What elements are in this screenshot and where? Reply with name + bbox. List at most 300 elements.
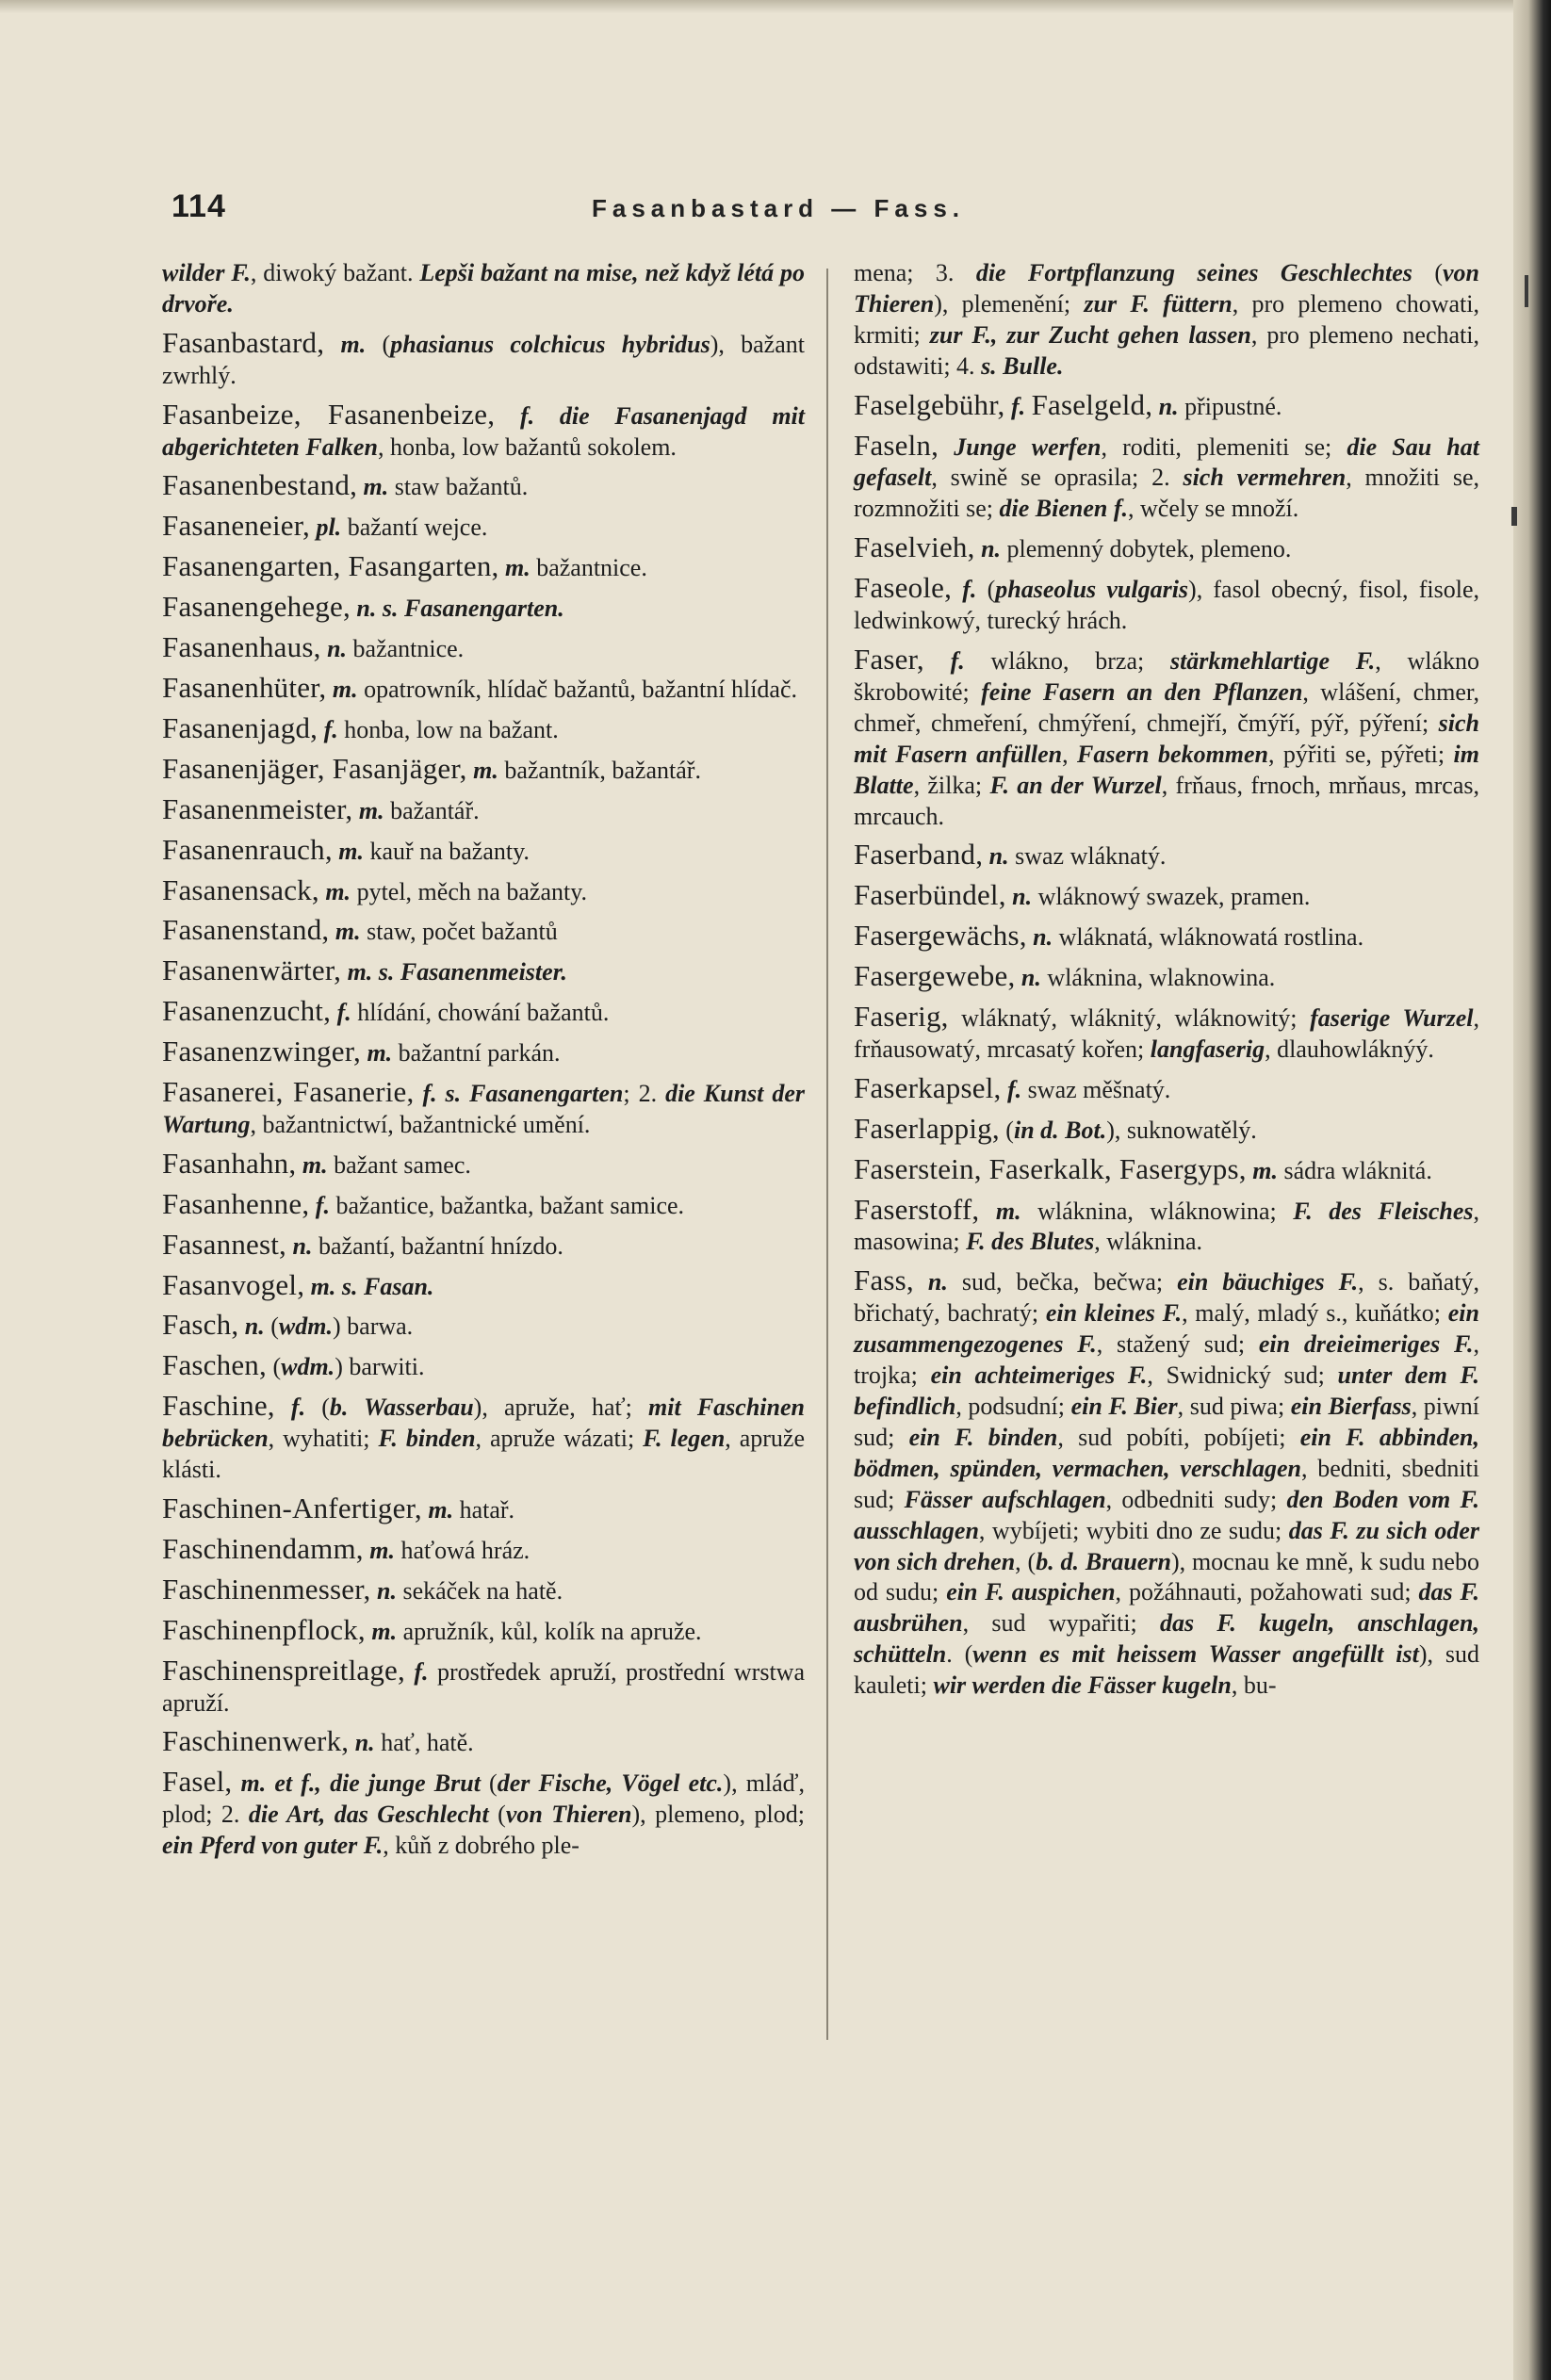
definition-text: , masowina; — [854, 1197, 1480, 1256]
definition-text: hlídání, chowání bažantů. — [351, 999, 610, 1027]
headword: Fasanengehege, — [162, 590, 351, 624]
german-phrase: zur F., zur Zucht gehen lassen — [929, 320, 1251, 349]
definition-text: , žilka; — [913, 771, 990, 799]
entry-continuation — [854, 258, 1479, 383]
dictionary-entry — [854, 532, 1479, 565]
dictionary-entry — [162, 551, 805, 584]
headword: Faschinen-Anfertiger, — [162, 1492, 422, 1524]
german-phrase: m. — [335, 918, 361, 946]
headword: Faserstein, Faserkalk, Fasergyps, — [854, 1151, 1247, 1185]
dictionary-entry — [162, 1227, 805, 1263]
german-phrase: b. Wasserbau — [329, 1394, 474, 1422]
definition-text: , stažený sud; — [1096, 1330, 1259, 1359]
german-phrase: die Fortpflanzung seines Geschlechtes — [975, 259, 1412, 286]
german-phrase: ein F. abbinden, bödmen, spünden, vermachen, verschlagen — [854, 1423, 1480, 1482]
german-phrase: langfaserig — [1150, 1035, 1265, 1063]
definition-text — [939, 433, 954, 461]
dictionary-entry — [854, 573, 1479, 637]
definition-text: , wyhatiti; — [268, 1425, 379, 1453]
german-phrase: phasianus colchicus hybridus — [390, 330, 710, 358]
german-phrase: ein dreieimeriges F. — [1258, 1330, 1474, 1359]
dictionary-entry — [854, 880, 1479, 913]
definition-text: wláknatá, wláknowatá rostlina. — [1053, 923, 1364, 952]
german-phrase: s. Bulle. — [981, 351, 1064, 380]
page-number: 114 — [171, 188, 226, 224]
german-phrase: m. s. Fasanenmeister. — [347, 958, 567, 986]
german-phrase: F. legen — [643, 1425, 726, 1453]
definition-text: , množiti se, rozmnožiti se; — [854, 464, 1480, 523]
german-phrase: f. — [950, 646, 965, 675]
headword: Faserig, — [854, 1000, 949, 1034]
headword: Faschen, — [162, 1348, 267, 1382]
german-phrase: n. — [988, 842, 1009, 871]
definition-text — [324, 331, 340, 358]
right-column — [854, 258, 1479, 1709]
headword: Fasanengarten, Fasangarten, — [162, 549, 499, 583]
definition-text — [924, 647, 951, 675]
german-phrase: wenn es mit heissem Wasser angefüllt ist — [972, 1640, 1419, 1669]
definition-text: , piwní sud; — [854, 1393, 1479, 1451]
dictionary-entry — [162, 1310, 805, 1343]
book-gutter-shadow — [1513, 0, 1551, 2380]
dictionary-entry — [162, 915, 805, 948]
headword: Faselgeld, — [1031, 387, 1153, 421]
german-phrase: m. — [358, 796, 384, 824]
definition-text: apružník, kůl, kolík na apruže. — [397, 1617, 702, 1645]
definition-text: ( — [264, 1312, 279, 1341]
definition-text: honba, low na bažant. — [337, 715, 559, 743]
definition-text: ) barwiti. — [335, 1353, 425, 1381]
margin-speck — [1511, 507, 1517, 526]
dictionary-entry — [854, 1265, 1479, 1702]
definition-text: , wčely se množí. — [1128, 495, 1299, 523]
german-phrase: m. — [338, 837, 365, 865]
definition-text: , malý, mladý s., kuňátko; — [1182, 1299, 1448, 1328]
headword: Faser, — [854, 642, 924, 676]
dictionary-entry — [162, 1077, 805, 1141]
dictionary-entry — [162, 710, 805, 746]
definition-text: bažantnice. — [347, 635, 465, 663]
definition-text: , bu- — [1231, 1671, 1277, 1700]
german-phrase: die Art, das Geschlecht — [248, 1801, 489, 1829]
german-phrase: ein kleines F. — [1045, 1299, 1183, 1328]
german-phrase: m. s. Fasan. — [310, 1272, 434, 1300]
definition-text: bažantář. — [384, 796, 480, 824]
definition-text: , wybíjeti; wybiti dno ze sudu; — [978, 1516, 1289, 1544]
headword: Fasergewebe, — [854, 959, 1016, 993]
headword: Fasergewächs, — [854, 919, 1027, 953]
headword: Fasanenhaus, — [162, 630, 321, 664]
definition-text: prostředek apruží, prostřední wrstwa apruží. — [162, 1657, 806, 1717]
definition-text — [275, 1394, 291, 1421]
headword: Faschinendamm, — [162, 1531, 364, 1565]
dictionary-entry — [854, 1151, 1479, 1187]
headword: Faserbündel, — [854, 878, 1006, 912]
dictionary-entry — [854, 961, 1479, 994]
definition-text: swaz wláknatý. — [1008, 842, 1167, 871]
headword: Fasanenzwinger, — [162, 1035, 361, 1068]
german-phrase: wdm. — [278, 1312, 333, 1341]
german-phrase: in d. Bot. — [1013, 1116, 1107, 1144]
dictionary-entry — [162, 1186, 805, 1222]
definition-text: ( — [976, 576, 996, 604]
german-phrase: m. — [369, 1536, 395, 1564]
definition-text: ( — [999, 1116, 1014, 1144]
definition-text: ), plemeno, plod; — [631, 1801, 805, 1829]
german-phrase: F. an der Wurzel — [989, 771, 1162, 799]
german-phrase: pl. — [316, 513, 342, 542]
definition-text: sádra wláknitá. — [1277, 1156, 1432, 1184]
dictionary-entry — [162, 1655, 805, 1720]
definition-text: opatrowník, hlídač bažantů, bažantní hlídač. — [357, 675, 798, 703]
definition-text: , s. baňatý, břichatý, bachratý; — [854, 1268, 1480, 1328]
dictionary-entry — [162, 511, 805, 544]
dictionary-entry — [162, 258, 805, 320]
german-phrase: die Sau hat gefaselt — [854, 432, 1479, 492]
definition-text: , odbedniti sudy; — [1105, 1485, 1287, 1513]
german-phrase: m. — [340, 330, 367, 358]
german-phrase: den Boden vom F. ausschlagen — [854, 1485, 1479, 1544]
german-phrase: ein F. auspichen — [946, 1578, 1116, 1606]
german-phrase: f. — [290, 1394, 306, 1422]
definition-text: haťowá hráz. — [394, 1536, 531, 1564]
german-phrase: phaseolus vulgaris — [995, 576, 1189, 604]
headword: Faselvieh, — [854, 530, 975, 564]
page-top-edge — [0, 0, 1551, 13]
definition-text: pytel, měch na bažanty. — [351, 877, 588, 905]
definition-text: bažantí wejce. — [341, 513, 488, 542]
definition-text: ; 2. — [623, 1080, 666, 1108]
definition-text: . ( — [946, 1640, 973, 1669]
headword: Faseole, — [854, 571, 953, 605]
definition-text: ), mláď, plod; 2. — [162, 1769, 805, 1829]
headword: Faschine, — [162, 1389, 275, 1423]
definition-text: , apruže klásti. — [162, 1425, 805, 1484]
definition-text: ), plemenění; — [934, 289, 1085, 318]
definition-text: wláknatý, wláknitý, wláknowitý; — [948, 1004, 1311, 1033]
definition-text: sud, bečka, bečwa; — [947, 1268, 1178, 1296]
headword: Fasanenstand, — [162, 913, 330, 947]
german-phrase: m. — [363, 473, 389, 501]
headword: Fasanenjäger, Fasanjäger, — [162, 751, 467, 785]
german-phrase: sich vermehren — [1183, 464, 1347, 492]
headword: Fasanenhüter, — [162, 670, 327, 704]
definition-text: , wláknina. — [1094, 1228, 1203, 1256]
dictionary-entry — [162, 1767, 805, 1862]
german-phrase: m. — [371, 1617, 398, 1645]
german-phrase: ein zusammengezogenes F. — [854, 1299, 1479, 1359]
dictionary-entry — [162, 955, 805, 988]
definition-text: ( — [305, 1394, 330, 1422]
definition-text: bažantní parkán. — [392, 1039, 561, 1068]
german-phrase: zur F. füttern — [1084, 289, 1233, 318]
german-phrase: ein F. Bier — [1070, 1393, 1178, 1420]
german-phrase: n. — [927, 1268, 948, 1296]
dictionary-entry — [854, 1111, 1479, 1147]
headword: Fasanenwärter, — [162, 954, 342, 987]
definition-text: , sud wypařiti; — [962, 1609, 1161, 1638]
definition-text: swaz měšnatý. — [1021, 1075, 1171, 1103]
definition-text: , podsudní; — [955, 1393, 1071, 1420]
headword: Fasanhahn, — [162, 1146, 297, 1180]
definition-text: ), fasol obecný, fisol, fisole, ledwinkowý, turecký hrách. — [854, 576, 1480, 635]
german-phrase: von Thieren — [854, 259, 1479, 318]
german-phrase: die Kunst der Wartung — [162, 1080, 806, 1138]
definition-text: hatař. — [453, 1496, 515, 1524]
dictionary-entry — [162, 1036, 805, 1069]
german-phrase: m. — [332, 675, 358, 703]
german-phrase: m. — [1252, 1156, 1278, 1184]
definition-text: ), apruže, hať; — [473, 1394, 648, 1422]
definition-text: , bažantnictwí, bažantnické umění. — [250, 1110, 591, 1138]
german-phrase: stärkmehlartige F. — [1169, 646, 1376, 675]
german-phrase: von Thieren — [505, 1801, 632, 1829]
definition-text: plemenný dobytek, plemeno. — [1001, 535, 1292, 563]
definition-text: , trojka; — [854, 1330, 1479, 1390]
dictionary-entry — [162, 1531, 805, 1567]
definition-text: , frňausowatý, mrcasatý kořen; — [854, 1004, 1479, 1063]
headword: Fasch, — [162, 1308, 239, 1342]
german-phrase: m. — [302, 1150, 328, 1179]
definition-text: wláknowý swazek, pramen. — [1032, 883, 1311, 911]
definition-text: ), suknowatělý. — [1106, 1116, 1257, 1144]
german-phrase: f. — [1007, 1075, 1022, 1103]
german-phrase: m. — [428, 1496, 454, 1524]
dictionary-entry — [854, 644, 1479, 832]
german-phrase: f. — [962, 576, 977, 604]
german-phrase: ein achteimeriges F. — [930, 1361, 1148, 1390]
definition-text: sekáček na hatě. — [396, 1576, 563, 1605]
dictionary-entry — [854, 840, 1479, 872]
dictionary-entry — [162, 751, 805, 787]
dictionary-entry — [162, 1493, 805, 1526]
dictionary-entry — [854, 921, 1479, 954]
definition-text: hať, hatě. — [374, 1729, 474, 1757]
german-phrase: F. binden — [378, 1425, 476, 1453]
german-phrase: F. des Fleisches — [1293, 1197, 1474, 1225]
headword: Fasanenrauch, — [162, 832, 333, 866]
definition-text — [405, 1658, 414, 1686]
running-head — [171, 188, 1385, 230]
definition-text: wláknina, wláknowina; — [1020, 1197, 1294, 1225]
headword: Fasanbastard, — [162, 325, 325, 359]
definition-text: , dlauhowláknýý. — [1265, 1035, 1434, 1063]
german-phrase: m. — [504, 554, 531, 582]
headword: Fasanenzucht, — [162, 994, 332, 1028]
definition-text: , diwoký bažant. — [250, 259, 420, 286]
german-phrase: f. — [323, 715, 338, 743]
german-phrase: b. d. Brauern — [1036, 1547, 1171, 1575]
german-phrase: n. — [354, 1729, 375, 1757]
definition-text: , bedniti, sbedniti sud; — [854, 1454, 1479, 1513]
headword: Fasanhenne, — [162, 1186, 310, 1220]
definition-text: , apruže wázati; — [475, 1425, 644, 1453]
german-phrase: m. — [995, 1197, 1021, 1225]
german-phrase: ein Pferd von guter F. — [162, 1832, 384, 1860]
headword: Fasannest, — [162, 1227, 287, 1261]
headword: Faschinenwerk, — [162, 1724, 350, 1758]
german-phrase: ein F. binden — [908, 1423, 1058, 1451]
headword: Faselgebühr, — [854, 387, 1005, 421]
definition-text: mena; 3. — [854, 259, 976, 286]
definition-text: , frňaus, frnoch, mrňaus, mrcas, mrcauch. — [854, 771, 1479, 830]
dictionary-entry — [162, 1574, 805, 1607]
german-phrase: n. — [1033, 923, 1053, 952]
definition-text — [979, 1198, 996, 1225]
dictionary-entry — [854, 1070, 1479, 1106]
german-phrase: ein bäuchiges F. — [1177, 1268, 1359, 1296]
german-phrase: sich mit Fasern anfüllen — [854, 709, 1479, 768]
running-head-title: Fasanbastard — Fass. — [592, 194, 965, 222]
german-phrase: wir werden die Fässer kugeln — [933, 1671, 1232, 1700]
headword: Faserstoff, — [854, 1192, 980, 1226]
dictionary-entry — [162, 1350, 805, 1383]
dictionary-entry — [162, 592, 805, 625]
dictionary-entry — [162, 832, 805, 868]
german-phrase: mit Faschinen bebrücken — [162, 1394, 805, 1453]
definition-text: bažantnice. — [530, 554, 647, 582]
dictionary-entry — [162, 996, 805, 1029]
german-phrase: f. — [315, 1191, 330, 1219]
german-phrase: die Bienen f. — [999, 495, 1129, 523]
definition-text: , ( — [1015, 1547, 1037, 1575]
german-phrase: m. — [473, 756, 498, 784]
dictionary-entry — [854, 1192, 1480, 1259]
definition-text: staw, počet bažantů — [360, 918, 558, 946]
definition-text: ( — [1412, 259, 1443, 286]
dictionary-entry — [162, 325, 805, 392]
german-phrase: f. s. Fasanengarten — [422, 1080, 624, 1108]
definition-text: bažantí, bažantní hnízdo. — [312, 1231, 563, 1260]
definition-text: , Swidnický sud; — [1147, 1361, 1338, 1390]
definition-text: staw bažantů. — [388, 473, 529, 501]
dictionary-entry — [854, 387, 1479, 423]
definition-text — [495, 402, 520, 430]
headword: Fasanenmeister, — [162, 791, 353, 825]
definition-text: , — [1062, 740, 1078, 768]
headword: Faserlappig, — [854, 1111, 1000, 1145]
headword: Fasaneneier, — [162, 509, 310, 543]
definition-text: bažant samec. — [327, 1150, 471, 1179]
definition-text: bažantník, bažantář. — [498, 756, 701, 784]
german-phrase: f. — [414, 1657, 429, 1686]
definition-text: wláknina, wlaknowina. — [1040, 964, 1276, 992]
headword: Fasanensack, — [162, 872, 319, 906]
headword: Fasanvogel, — [162, 1267, 305, 1301]
dictionary-entry — [162, 1267, 805, 1303]
german-phrase: n. — [1012, 883, 1033, 911]
definition-text: wlákno, brza; — [964, 646, 1170, 675]
definition-text: ( — [480, 1769, 498, 1798]
margin-speck — [1525, 275, 1528, 307]
headword: Faschinenspreitlage, — [162, 1653, 405, 1687]
definition-text: , wlákno škrobowité; — [854, 646, 1479, 706]
dictionary-entry — [162, 1726, 805, 1759]
definition-text: , pro plemeno chowati, krmiti; — [854, 289, 1479, 349]
dictionary-entry — [854, 1002, 1479, 1066]
german-phrase: n. s. Fasanengarten. — [356, 595, 564, 623]
headword: Fasanenjagd, — [162, 710, 318, 744]
definition-text: ) barwa. — [333, 1312, 414, 1341]
german-phrase: Junge werfen — [954, 432, 1102, 461]
definition-text: , sud piwa; — [1177, 1393, 1291, 1420]
german-phrase: im Blatte — [854, 740, 1479, 799]
dictionary-entry — [162, 1391, 805, 1486]
definition-text: kauř na bažanty. — [364, 837, 530, 865]
german-phrase: das F. zu sich oder von sich drehen — [854, 1516, 1479, 1575]
headword: Fasel, — [162, 1765, 233, 1799]
german-phrase: ein Bierfass — [1290, 1393, 1412, 1420]
headword: Faserkapsel, — [854, 1070, 1002, 1104]
german-phrase: f. — [1010, 392, 1026, 420]
german-phrase: wilder F. — [162, 259, 251, 286]
german-phrase: n. — [377, 1576, 397, 1605]
dictionary-entry — [162, 1146, 805, 1182]
headword: Faseln, — [854, 428, 939, 462]
definition-text: , roditi, plemeniti se; — [1101, 432, 1347, 461]
definition-text — [232, 1769, 240, 1797]
german-phrase: der Fische, Vögel etc. — [497, 1769, 724, 1798]
headword: Faserband, — [854, 838, 984, 872]
headword: Fasanerei, Fasanerie, — [162, 1075, 415, 1109]
definition-text: , sud pobíti, pobíjeti; — [1057, 1423, 1300, 1451]
headword: Faschinenpflock, — [162, 1612, 366, 1646]
german-phrase: n. — [981, 535, 1002, 563]
definition-text: , požáhnauti, požahowati sud; — [1115, 1578, 1419, 1606]
dictionary-entry — [162, 1612, 805, 1648]
dictionary-entry — [162, 872, 805, 908]
german-phrase: das F. ausbrühen — [854, 1578, 1480, 1638]
german-phrase: wdm. — [281, 1353, 335, 1381]
definition-text: ), mocnau ke mně, k sudu nebo od sudu; — [854, 1547, 1479, 1606]
german-phrase: feine Fasern an den Pflanzen — [981, 677, 1303, 706]
dictionary-entry — [162, 399, 805, 464]
german-phrase: f. — [336, 999, 351, 1027]
definition-text: bažantice, bažantka, bažant samice. — [329, 1191, 685, 1219]
definition-text: , wlášení, chmer, chmeř, chmeření, chmýření, chmejří, čmýří, pýř, pýření; — [854, 677, 1480, 737]
headword: Fass, — [854, 1263, 914, 1297]
german-phrase: m. et f., die junge Brut — [240, 1769, 481, 1798]
german-phrase: n. — [292, 1231, 313, 1260]
definition-text: připustné. — [1178, 392, 1282, 420]
definition-text: ( — [488, 1801, 506, 1829]
definition-text: ), sud kauleti; — [854, 1640, 1479, 1700]
german-phrase: f. die Fasanenjagd mit abgerichteten Falken — [162, 401, 805, 461]
headword: Fasanbeize, Fasanenbeize, — [162, 397, 496, 431]
definition-text: ( — [366, 330, 391, 358]
definition-text: , swině se oprasila; 2. — [931, 464, 1184, 492]
definition-text: ( — [266, 1353, 282, 1381]
german-phrase: Lepši bažant na mise, než když létá po drvoře. — [162, 259, 806, 318]
definition-text: , pro plemeno nechati, odstawiti; 4. — [854, 320, 1479, 380]
german-phrase: n. — [1020, 964, 1041, 992]
german-phrase: faserige Wurzel — [1310, 1004, 1474, 1033]
german-phrase: das F. kugeln, anschlagen, schütteln — [854, 1609, 1479, 1669]
german-phrase: m. — [325, 877, 351, 905]
german-phrase: Fasern bekommen — [1077, 740, 1269, 768]
headword: Faschinenmesser, — [162, 1572, 371, 1606]
german-phrase: Fässer aufschlagen — [904, 1485, 1106, 1513]
definition-text: ), bažant zwrhlý. — [162, 330, 805, 389]
german-phrase: F. des Blutes — [966, 1228, 1095, 1256]
headword: Fasanenbestand, — [162, 468, 358, 502]
german-phrase: n. — [1158, 392, 1179, 420]
definition-text — [952, 576, 962, 603]
dictionary-entry — [162, 670, 805, 706]
german-phrase: n. — [327, 635, 348, 663]
dictionary-entry — [162, 791, 805, 827]
german-phrase: n. — [244, 1312, 265, 1341]
